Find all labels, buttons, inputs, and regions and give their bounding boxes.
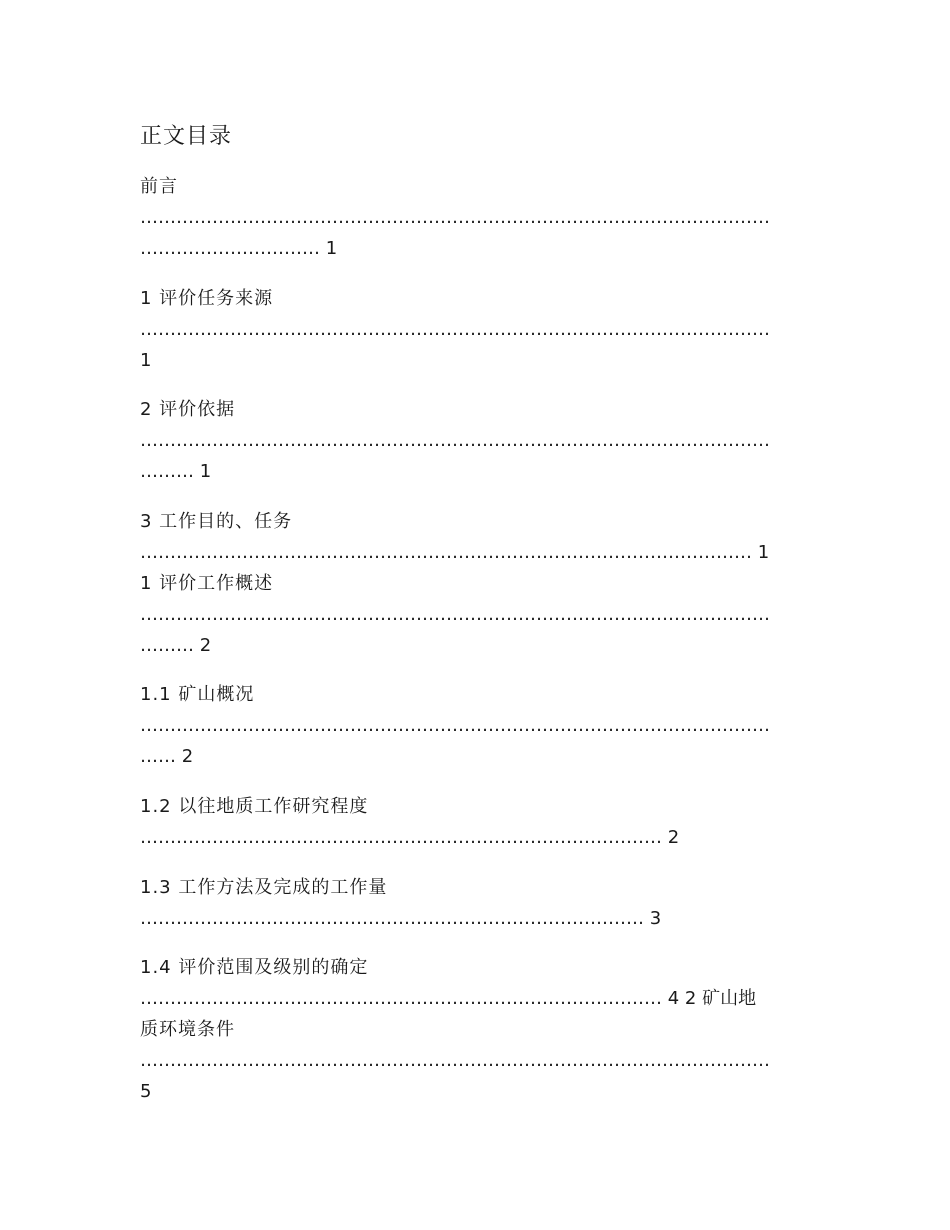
toc-entry-work-purpose: 3 工作目的、任务 (140, 511, 293, 532)
toc-page-number: ………………………… 1 (140, 238, 338, 259)
toc-dot-leader: ………………………………………………………………………… 3 (140, 908, 662, 929)
toc-entry-evaluation-scope: 1.4 评价范围及级别的确定 (140, 957, 369, 978)
toc-dot-leader: …………………………………………………………………………… 2 (140, 827, 680, 848)
toc-entry-work-methods: 1.3 工作方法及完成的工作量 (140, 877, 388, 898)
toc-entry-evaluation-basis: 2 评价依据 (140, 399, 236, 420)
toc-entry-preface: 前言 (140, 176, 178, 197)
toc-entry-geo-environment: 质环境条件 (140, 1019, 235, 1040)
toc-dot-leader: ………………………………………………………………………………………… 1 (140, 542, 770, 563)
toc-dot-leader: …………………………………………………………………………………………… (140, 207, 770, 228)
toc-title: 正文目录 (140, 124, 233, 149)
toc-page-number: 5 (140, 1081, 153, 1102)
toc-page-number: ……… 2 (140, 635, 212, 656)
toc-entry-previous-geology: 1.2 以往地质工作研究程度 (140, 796, 369, 817)
toc-dot-leader: …………………………………………………………………………………………… (140, 715, 770, 736)
toc-page-number: 1 (140, 350, 153, 371)
toc-dot-leader: …………………………………………………………………………………………… (140, 604, 770, 625)
toc-dot-leader: …………………………………………………………………………………………… (140, 430, 770, 451)
toc-entry-work-overview: 1 评价工作概述 (140, 573, 274, 594)
toc-entry-mine-overview: 1.1 矿山概况 (140, 684, 255, 705)
toc-dot-leader: …………………………………………………………………………………………… (140, 1050, 770, 1071)
toc-dot-leader: …………………………………………………………………………… 4 2 矿山地 (140, 988, 757, 1009)
toc-dot-leader: …………………………………………………………………………………………… (140, 319, 770, 340)
toc-page-number: …… 2 (140, 746, 194, 767)
toc-page-number: ……… 1 (140, 461, 212, 482)
toc-entry-task-source: 1 评价任务来源 (140, 288, 274, 309)
